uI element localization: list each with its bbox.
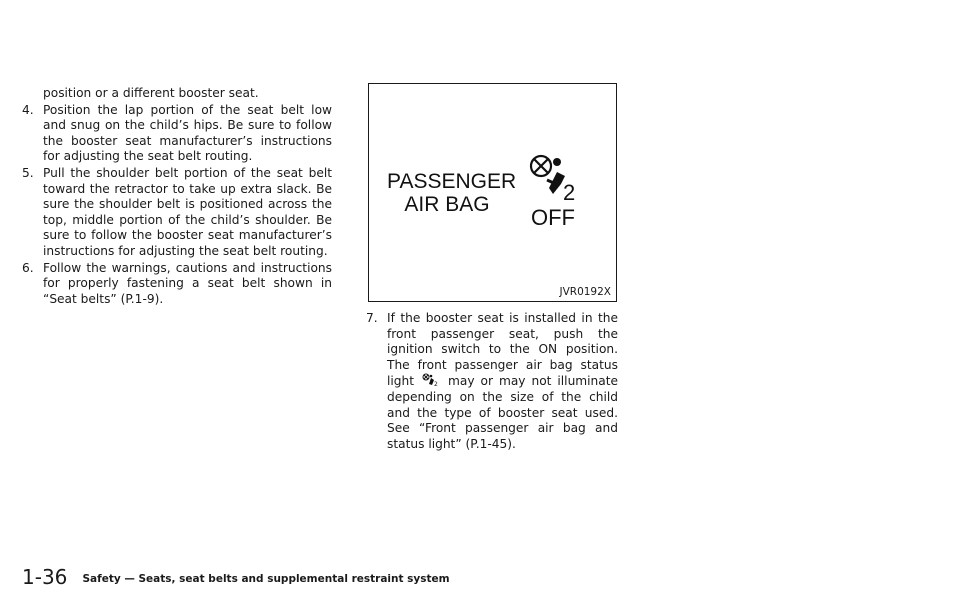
figure-label-line2: AIR BAG [404, 193, 490, 216]
airbag-status-figure [368, 83, 617, 302]
page-footer [22, 565, 450, 589]
item-text-after: may or may not illuminate depending on the size of the child and the type of booster seat used. See “Front passenger air bag and status light” (P.1-45). [387, 374, 619, 451]
list-item-7 [366, 311, 618, 452]
page-number: 1-36 [22, 565, 68, 589]
list-item-5 [22, 166, 332, 260]
airbag-off-icon [527, 154, 581, 202]
item-text: Position the lap portion of the seat belt low and snug on the child’s hips. Be sure to follow the booster seat manufacturer’s instructions for adjusting the seat belt routing. [43, 102, 332, 164]
figure-label-line1: PASSENGER [387, 170, 517, 193]
figure-code: JVR0192X [559, 286, 611, 298]
off-label: OFF [531, 205, 575, 230]
item-number: 4. [22, 102, 34, 117]
item-text: Follow the warnings, cautions and instructions for properly fastening a seat belt shown in “Seat belts” (P.1-9). [43, 260, 332, 306]
list-item-4 [22, 103, 332, 165]
left-column [22, 86, 332, 308]
item-number: 5. [22, 165, 34, 180]
list-item-6 [22, 261, 332, 308]
section-title: Safety — Seats, seat belts and supplemental restraint system [82, 573, 450, 585]
item-text-before: If the booster seat is installed in the front passenger seat, push the ignition switch to the ON position. The front passenger air bag status light [387, 311, 618, 389]
svg-text:2: 2 [434, 381, 438, 388]
airbag-status-icon [422, 373, 440, 387]
item-text: Pull the shoulder belt portion of the seat belt toward the retractor to take up extra slack. Be sure the shoulder belt is positioned across the top, middle portion of the child’s shoulder. Be sure to follow the booster seat manufacturer’s instructions for adjusting the seat belt routing. [43, 165, 332, 258]
item-number: 7. [366, 311, 378, 325]
right-column [366, 311, 618, 453]
icon-number: 2 [563, 180, 576, 202]
item-number: 6. [22, 260, 34, 275]
continuation-text: position or a different booster seat. [43, 86, 259, 100]
figure-label [387, 170, 517, 216]
